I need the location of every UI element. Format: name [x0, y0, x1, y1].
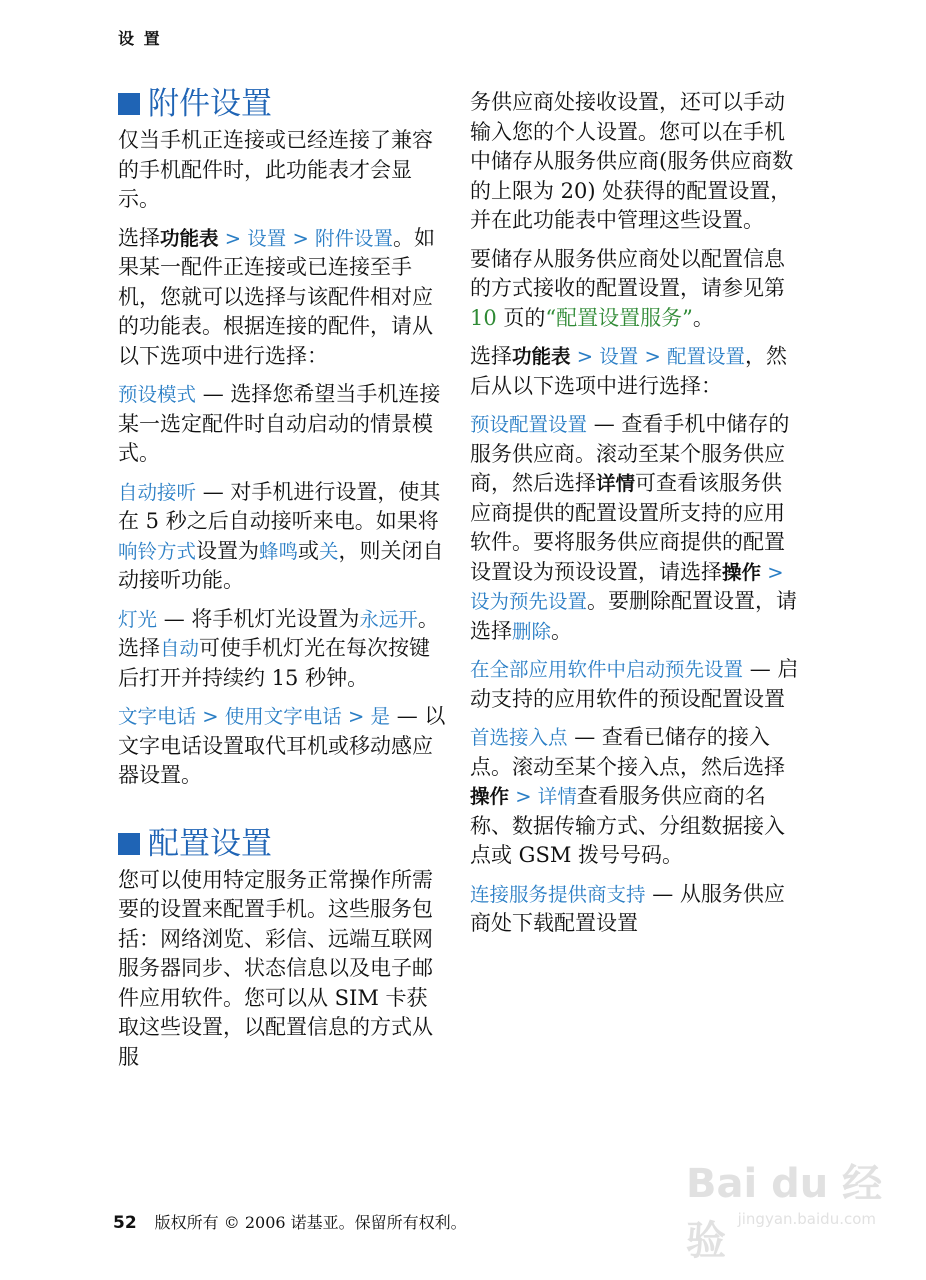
watermark-logo: Bai du 经验 [686, 1161, 883, 1264]
paragraph: 仅当手机正连接或已经连接了兼容的手机配件时，此功能表才会显示。 [118, 128, 433, 211]
option-link[interactable]: 首选接入点 [470, 726, 568, 749]
page-footer [113, 1210, 467, 1233]
paragraph-cross-reference: 要储存从服务供应商处以配置信息的方式接收的配置设置，请参见第 10 页的“配置设置服务”。 [470, 246, 785, 330]
option-link[interactable]: 蜂鸣 [259, 539, 299, 563]
page-number: 52 [113, 1213, 137, 1233]
option-preferred-access-point: 首选接入点 — 查看已储存的接入点。滚动至某个接入点，然后选择操作 > 详情查看服务供应商的名称、数据传输方式、分组数据接入点或 GSM 拨号号码。 [470, 725, 785, 867]
paragraph: 您可以使用特定服务正常操作所需要的设置来配置手机。这些服务包括：网络浏览、彩信、远端互联网服务器同步、状态信息以及电子邮件应用软件。您可以从 SIM 卡获取这些设置，以配置信息的方式从服 [118, 867, 433, 1069]
option-link[interactable]: 删除 [512, 619, 552, 643]
heading-square-icon [118, 833, 140, 855]
option-link[interactable]: 自动接听 [118, 480, 197, 504]
option-default-profile: 预设模式 — 选择您希望当手机连接某一选定配件时自动启动的情景模式。 [118, 382, 441, 465]
option-text-phone: 文字电话 > 使用文字电话 > 是 — 以文字电话设置取代耳机或移动感应器设置。 [118, 704, 446, 787]
cross-reference-link[interactable]: “配置设置服务” [545, 305, 693, 330]
running-header: 设 置 [118, 29, 162, 48]
option-provider-support: 连接服务提供商支持 — 从服务供应商处下载配置设置 [470, 881, 785, 935]
menu-link-accessory-settings[interactable]: 附件设置 [315, 226, 394, 250]
option-default-config: 预设配置设置 — 查看手机中储存的服务供应商。滚动至某个服务供应商，然后选择详情可查看该服务供应商提供的配置设置所支持的应用软件。要将服务供应商提供的配置设置设为预设设置，请选择操作 > 设为预先设置。要删除配置设置，请选择删除。 [470, 412, 798, 643]
option-link[interactable]: 响铃方式 [118, 539, 197, 563]
option-link[interactable]: 文字电话 [118, 705, 197, 728]
option-link[interactable]: 自动 [160, 637, 200, 660]
option-lights: 灯光 — 将手机灯光设置为永远开。选择自动可使手机灯光在每次按键后打开并持续约 15 秒钟。 [118, 606, 439, 690]
paragraph: 务供应商处接收设置，还可以手动输入您的个人设置。您可以在手机中储存从服务供应商(服务供应商数的上限为 20) 处获得的配置设置，并在此功能表中管理这些设置。 [470, 90, 794, 232]
right-column [470, 88, 800, 948]
option-link[interactable]: 灯光 [118, 607, 158, 631]
section-heading-accessories: 附件设置 [118, 84, 448, 124]
option-link[interactable]: 详情 [537, 785, 577, 808]
option-link[interactable]: 永远开 [359, 607, 418, 631]
option-link[interactable]: 连接服务提供商支持 [470, 882, 646, 906]
copyright-text: 版权所有 © 2006 诺基亚。保留所有权利。 [154, 1213, 467, 1232]
section-heading-configuration: 配置设置 [118, 824, 448, 864]
option-link[interactable]: 是 [370, 705, 391, 728]
page-reference[interactable]: 10 [470, 305, 497, 330]
left-column [118, 84, 448, 1081]
baidu-watermark [686, 1140, 886, 1264]
option-auto-answer: 自动接听 — 对手机进行设置，使其在 5 秒之后自动接听来电。如果将响铃方式设置为蜂鸣或关，则关闭自动接听功能。 [118, 479, 444, 592]
menu-link-config-settings[interactable]: 配置设置 [667, 345, 746, 368]
option-link[interactable]: 预设模式 [118, 383, 197, 406]
option-link[interactable]: 设为预先设置 [470, 590, 588, 613]
heading-square-icon [118, 93, 140, 115]
menu-link-settings[interactable]: 设置 [247, 226, 287, 250]
menu-link-settings[interactable]: 设置 [599, 345, 639, 368]
option-link[interactable]: 预设配置设置 [470, 413, 588, 436]
option-link[interactable]: 关 [319, 539, 339, 563]
option-link[interactable]: 使用文字电话 [224, 705, 342, 728]
paragraph-menu-path: 选择功能表 > 设置 > 附件设置。如果某一配件正连接或已连接至手机，您就可以选择与该配件相对应的功能表。根据连接的配件，请从以下选项中进行选择： [118, 225, 436, 368]
option-activate-all-apps: 在全部应用软件中启动预先设置 — 启动支持的应用软件的预设配置设置 [470, 657, 799, 711]
watermark-url: jingyan.baidu.com [737, 1210, 876, 1228]
paragraph-menu-path: 选择功能表 > 设置 > 配置设置，然后从以下选项中进行选择： [470, 344, 788, 398]
option-link[interactable]: 在全部应用软件中启动预先设置 [470, 658, 744, 681]
